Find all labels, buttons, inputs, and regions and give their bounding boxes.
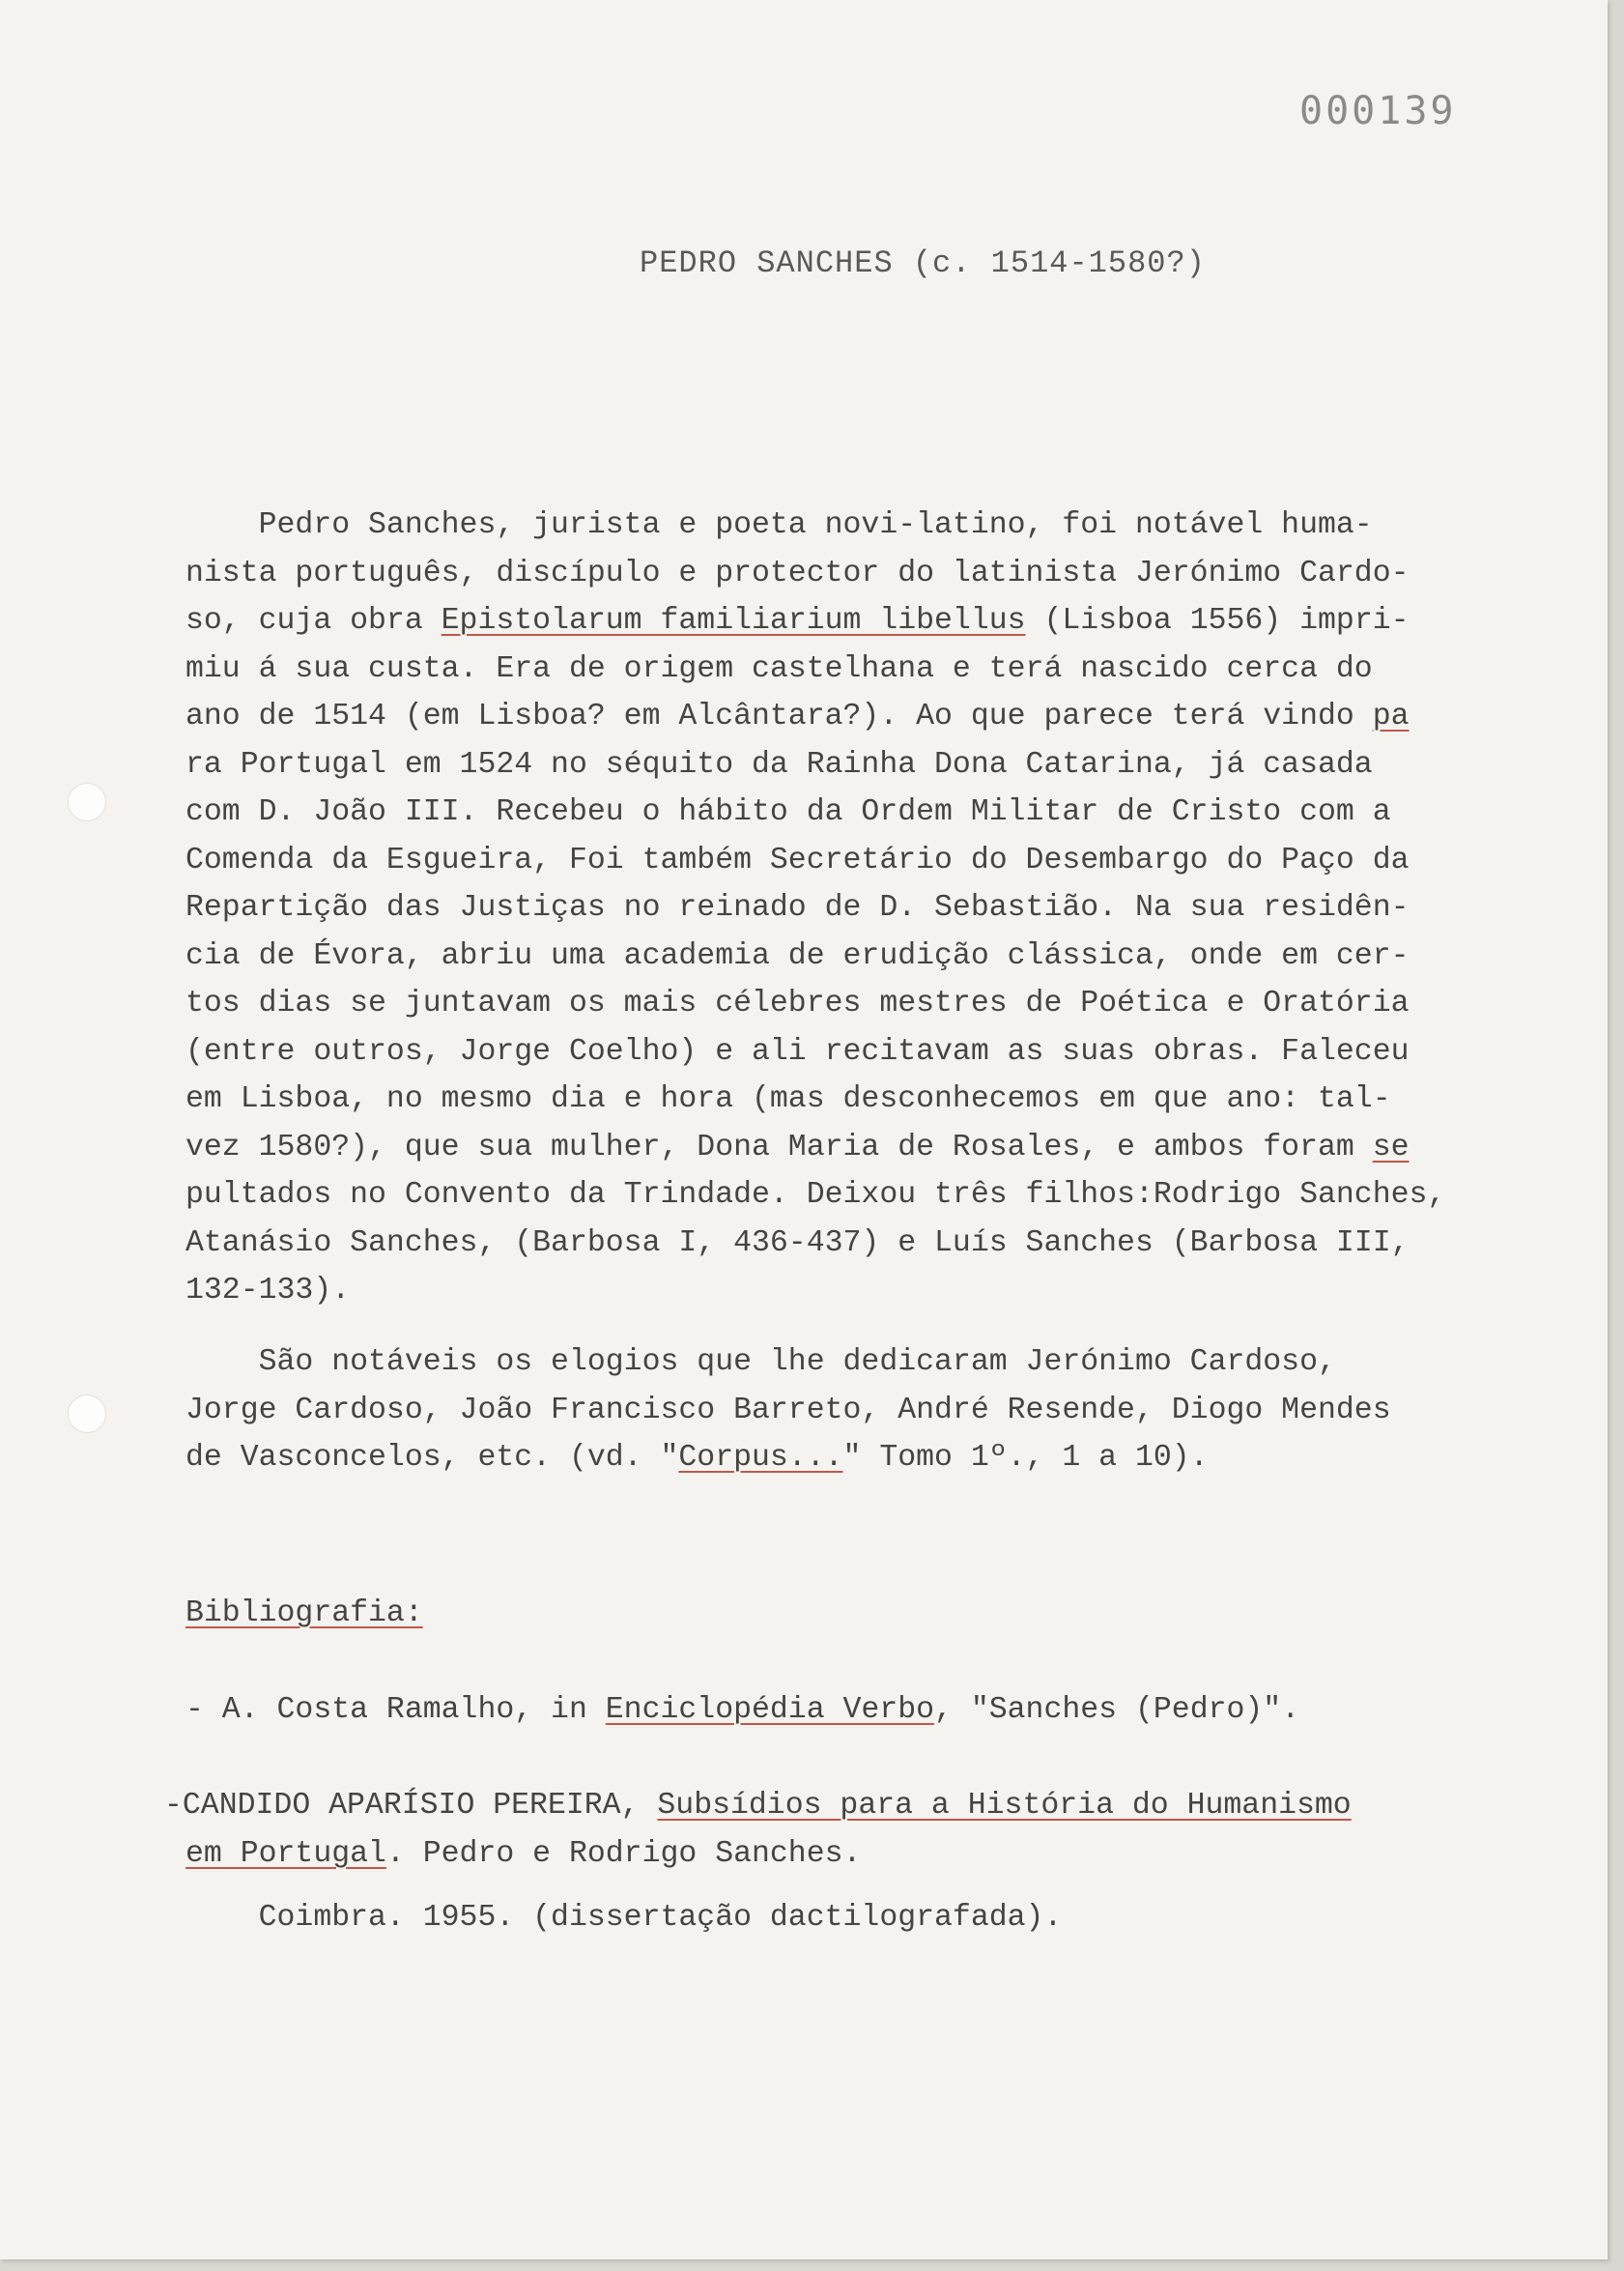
text-segment: miu á sua custa. Era de origem castelhana e terá nascido cerca do xyxy=(185,651,1373,686)
text-segment: Repartição das Justiças no reinado de D. Sebastião. Na sua residên- xyxy=(185,891,1410,925)
text-line xyxy=(185,597,1445,646)
text-line xyxy=(185,646,1445,694)
text-segment: . Pedro e Rodrigo Sanches. xyxy=(385,1837,862,1871)
text-line xyxy=(185,980,1445,1028)
text-line xyxy=(185,1387,1391,1435)
underlined-title: pa xyxy=(1372,700,1410,733)
text-segment: -CANDIDO APARÍSIO PEREIRA, xyxy=(164,1789,658,1823)
archive-number-stamp: 000139 xyxy=(1299,89,1457,133)
text-line xyxy=(185,1220,1445,1268)
text-segment: nista português, discípulo e protector do latinista Jerónimo Cardo- xyxy=(185,556,1410,590)
text-segment: , "Sanches (Pedro)". xyxy=(934,1693,1300,1727)
text-segment: 132-133). xyxy=(185,1274,351,1308)
text-segment: tos dias se juntavam os mais célebres mestres de Poética e Oratória xyxy=(185,987,1410,1021)
text-line xyxy=(185,837,1445,885)
bibliography-entry-2-line-2 xyxy=(185,1837,861,1871)
text-segment: Jorge Cardoso, João Francisco Barreto, André Resende, Diogo Mendes xyxy=(185,1393,1391,1427)
underlined-title: se xyxy=(1372,1130,1410,1164)
biography-paragraph xyxy=(185,502,1445,1315)
text-segment: em Lisboa, no mesmo dia e hora (mas desconhecemos em que ano: tal- xyxy=(185,1082,1391,1116)
text-line xyxy=(185,1267,1445,1315)
text-segment: São notáveis os elogios que lhe dedicaram Jerónimo Cardoso, xyxy=(185,1345,1336,1379)
underlined-title: Subsídios para a História do Humanismo xyxy=(657,1789,1352,1823)
text-segment: cia de Évora, abriu uma academia de erudição clássica, onde em cer- xyxy=(185,938,1410,973)
text-line xyxy=(185,789,1445,837)
text-segment: vez 1580?), que sua mulher, Dona Maria de Rosales, e ambos foram xyxy=(185,1130,1373,1164)
text-line xyxy=(185,1076,1445,1124)
text-segment: so, cuja obra xyxy=(185,604,442,638)
underlined-title: Epistolarum familiarium libellus xyxy=(441,604,1026,638)
text-segment: (entre outros, Jorge Coelho) e ali recitavam as suas obras. Faleceu xyxy=(185,1034,1410,1069)
text-line xyxy=(185,693,1445,741)
document-title: PEDRO SANCHES (c. 1514-1580?) xyxy=(640,245,1206,281)
text-segment: Pedro Sanches, jurista e poeta novi-latino, foi notável huma- xyxy=(185,508,1373,542)
text-line xyxy=(185,502,1445,550)
text-segment: (Lisboa 1556) impri- xyxy=(1025,604,1410,638)
text-segment: ra Portugal em 1524 no séquito da Rainha Dona Catarina, já casada xyxy=(185,747,1373,782)
text-line xyxy=(185,884,1445,933)
text-line xyxy=(185,550,1445,598)
text-segment: " Tomo 1º., 1 a 10). xyxy=(842,1441,1209,1475)
underlined-title: Corpus... xyxy=(678,1441,843,1475)
text-line xyxy=(185,1171,1445,1220)
text-line xyxy=(185,741,1445,790)
text-line xyxy=(185,933,1445,981)
text-line xyxy=(185,1338,1391,1387)
underlined-title: em Portugal xyxy=(185,1837,386,1871)
text-segment: Atanásio Sanches, (Barbosa I, 436-437) e Luís Sanches (Barbosa III, xyxy=(185,1225,1410,1260)
bibliography-entry-2-line-3 xyxy=(185,1901,1062,1935)
text-segment: com D. João III. Recebeu o hábito da Ordem Militar de Cristo com a xyxy=(185,795,1391,829)
bibliography-entry-1 xyxy=(185,1693,1299,1727)
bibliography-entry-2-line-1 xyxy=(164,1789,1352,1823)
bibliography-heading: Bibliografia: xyxy=(185,1596,423,1630)
text-segment: Coimbra. 1955. (dissertação dactilografada). xyxy=(185,1901,1063,1935)
punch-hole-upper xyxy=(68,783,106,821)
text-segment: ano de 1514 (em Lisboa? em Alcântara?). Ao que parece terá vindo xyxy=(185,700,1373,733)
punch-hole-lower xyxy=(68,1394,106,1433)
text-segment: de Vasconcelos, etc. (vd. " xyxy=(185,1441,679,1475)
text-line xyxy=(185,1434,1391,1482)
text-segment: pultados no Convento da Trindade. Deixou três filhos:Rodrigo Sanches, xyxy=(185,1178,1446,1212)
eulogies-paragraph xyxy=(185,1338,1391,1482)
text-line xyxy=(185,1028,1445,1077)
underlined-title: Enciclopédia Verbo xyxy=(605,1693,935,1727)
text-segment: - A. Costa Ramalho, in xyxy=(185,1693,606,1727)
text-line xyxy=(185,1124,1445,1172)
text-segment: Comenda da Esgueira, Foi também Secretário do Desembargo do Paço da xyxy=(185,843,1410,877)
